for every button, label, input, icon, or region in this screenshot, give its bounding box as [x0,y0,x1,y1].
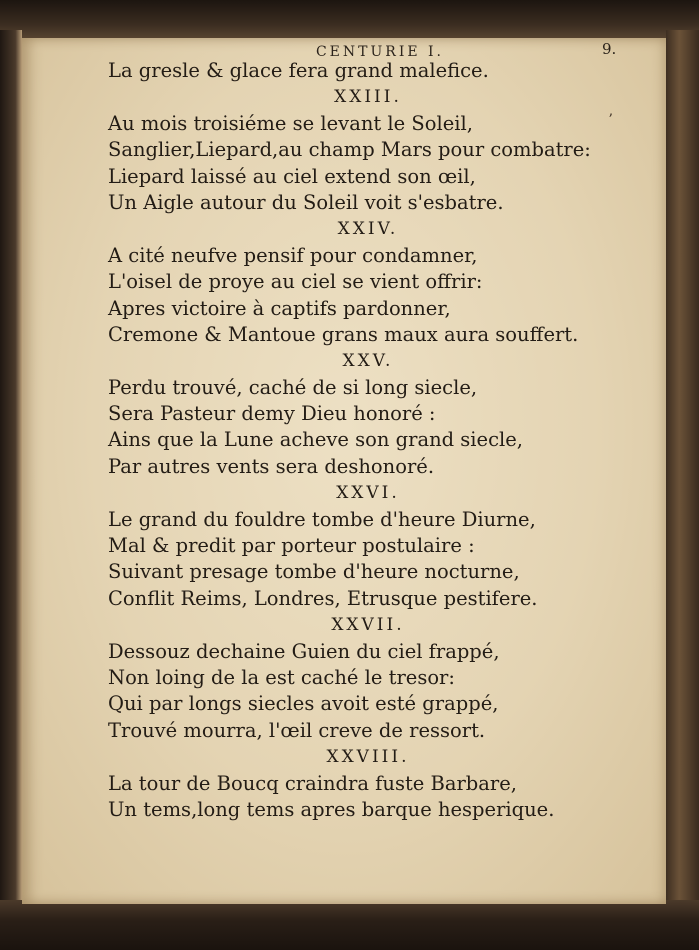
verse-line: L'oisel de proye au ciel se vient offrir: [108,270,483,294]
verse-line: Par autres vents sera deshonoré. [108,454,435,478]
verse-line: Cremone & Mantoue grans maux aura souffert. [108,322,579,346]
verse-line: Trouvé mourra, l'œil creve de ressort. [108,718,486,742]
ink-mark: ʼ [608,112,613,128]
scan-background-top [0,0,699,40]
verse-line: Un tems,long tems apres barque hesperique. [108,797,555,821]
verse-line: Liepard laissé au ciel extend son œil, [108,164,476,188]
verse-line: Perdu trouvé, caché de si long siecle, [108,375,478,399]
verse-line: Non loing de la est caché le tresor: [108,665,455,689]
verse-line: Apres victoire à captifs pardonner, [108,296,451,320]
page-number: 9. [602,40,617,58]
verse-line: Sanglier,Liepard,au champ Mars pour combatre: [108,138,591,162]
verse-line: Ains que la Lune acheve son grand siecle, [108,428,523,452]
verse-line: La gresle & glace fera grand malefice. [108,59,489,82]
verse-line: Suivant presage tombe d'heure nocturne, [108,560,520,584]
verse-line: Au mois troisiéme se levant le Soleil, [108,111,473,135]
quatrain-number: XXVII. [331,615,405,636]
verse-line: Un Aigle autour du Soleil voit s'esbatre. [108,190,504,214]
quatrain-number: XXVI. [336,483,400,504]
quatrain-number: XXIV. [337,219,399,240]
book-spine-edge [0,30,22,905]
verse-line: Mal & predit par porteur postulaire : [108,534,475,558]
scan-background-bottom [0,900,699,950]
verse-line: La tour de Boucq craindra fuste Barbare, [108,771,517,795]
quatrain-number: XXVIII. [326,747,410,768]
verse-line: Qui par longs siecles avoit esté grappé, [108,692,499,716]
quatrain-number: XXIII. [334,87,402,108]
quatrain-number: XXV. [342,351,394,372]
running-title: CENTURIE I. [315,44,445,60]
verse-line: Sera Pasteur demy Dieu honoré : [108,402,436,426]
page-stack-edge [666,30,699,910]
verse-line: Dessouz dechaine Guien du ciel frappé, [108,639,500,663]
verse-line: Conflit Reims, Londres, Etrusque pestifere. [108,586,538,610]
verse-line: A cité neufve pensif pour condamner, [108,243,478,267]
verse-line: Le grand du fouldre tombe d'heure Diurne, [108,507,536,531]
verse-block [108,58,628,823]
